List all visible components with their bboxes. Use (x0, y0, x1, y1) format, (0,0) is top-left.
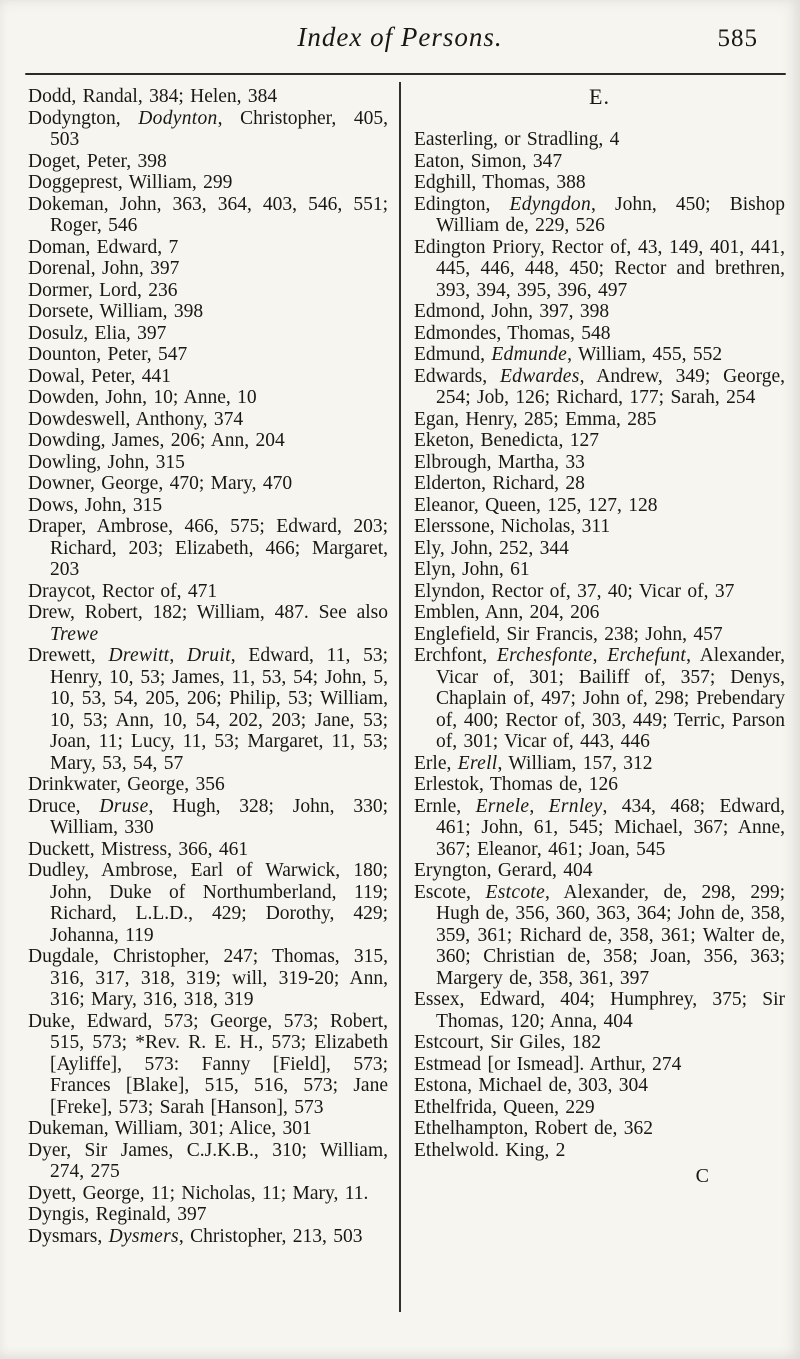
index-entry: Dowling, John, 315 (28, 451, 185, 473)
index-entry: Dugdale, Christopher, 247; Thomas, 315, 316, 317, 318, 319; will, 319-20; Ann, 316; Mary, 316, 318, 319 (28, 946, 388, 1010)
index-entry: Drewett, Drewitt, Druit, Edward, 11, 53; Henry, 10, 53; James, 11, 53, 54; John, 5, 10, 53, 54, 205, 206; Philip, 53; William, 10, 53; Ann, 10, 54, 202, 203; Jane, 53; Joan, 11; Lucy, 11, 53; Margaret, 11, 53; Mary, 53, 54, 57 (28, 645, 388, 774)
index-entry: Elyn, John, 61 (414, 559, 530, 580)
index-entry: Eketon, Benedicta, 127 (414, 430, 599, 451)
index-entry: Edwards, Edwardes, Andrew, 349; George, 254; Job, 126; Richard, 177; Sarah, 254 (414, 365, 785, 408)
index-entry: Eaton, Simon, 347 (414, 150, 563, 172)
index-entry: Dorsete, William, 398 (28, 301, 204, 322)
index-entry: Dowding, James, 206; Ann, 204 (28, 430, 285, 451)
index-entry: Dukeman, William, 301; Alice, 301 (28, 1118, 312, 1139)
index-entry: Estona, Michael de, 303, 304 (414, 1075, 648, 1096)
index-entry: Dyett, George, 11; Nicholas, 11; Mary, 11. (28, 1182, 369, 1204)
index-entry: Erchfont, Erchesfonte, Erchefunt, Alexander, Vicar of, 301; Bailiff of, 357; Denys, Chaplain of, 497; John of, 298; Prebendary of, 400; Rector of, 303, 449; Terric, Parson of, 301; Vicar of, 443, 446 (414, 645, 785, 752)
index-entry: Elderton, Richard, 28 (414, 473, 585, 494)
page-title: Index of Persons. (297, 22, 503, 52)
index-entry: Eryngton, Gerard, 404 (414, 860, 593, 881)
index-entry: Egan, Henry, 285; Emma, 285 (414, 408, 657, 430)
index-entry: Dodd, Randal, 384; Helen, 384 (28, 86, 278, 107)
index-entry: Doggeprest, William, 299 (28, 172, 233, 193)
index-entry: Edmond, John, 397, 398 (414, 301, 610, 322)
index-entry: Ely, John, 252, 344 (414, 537, 569, 559)
index-entry: Dodyngton, Dodynton, Christopher, 405, 503 (28, 107, 389, 150)
index-entry: Easterling, or Stradling, 4 (414, 129, 620, 150)
index-entry: Dysmars, Dysmers, Christopher, 213, 503 (28, 1225, 363, 1247)
index-entry: Ethelhampton, Robert de, 362 (414, 1118, 653, 1139)
index-column-right (414, 86, 785, 1187)
index-entry: Dosulz, Elia, 397 (28, 322, 167, 344)
index-entry: Druce, Druse, Hugh, 328; John, 330; William, 330 (28, 795, 389, 838)
section-heading: E. (589, 84, 610, 109)
index-entry: Duckett, Mistress, 366, 461 (28, 838, 249, 860)
index-entry: Edington, Edyngdon, John, 450; Bishop William de, 229, 526 (414, 193, 785, 236)
index-entry: Elyndon, Rector of, 37, 40; Vicar of, 37 (414, 580, 735, 602)
index-entry: Estmead [or Ismead]. Arthur, 274 (414, 1053, 682, 1075)
index-columns (28, 86, 785, 1312)
index-entry: Edmondes, Thomas, 548 (414, 322, 611, 344)
index-entry: Dowden, John, 10; Anne, 10 (28, 387, 257, 408)
page-number: 585 (717, 25, 758, 52)
index-entry: Edghill, Thomas, 388 (414, 172, 586, 193)
index-entry: Erlestok, Thomas de, 126 (414, 774, 618, 795)
index-entry: Dorenal, John, 397 (28, 258, 180, 279)
index-entry: Dyer, Sir James, C.J.K.B., 310; William, 274, 275 (28, 1139, 388, 1182)
index-entry: Ethelwold. King, 2 (414, 1139, 566, 1161)
index-entry: Edington Priory, Rector of, 43, 149, 401, 441, 445, 446, 448, 450; Rector and brethren, 393, 394, 395, 396, 497 (414, 236, 785, 301)
index-entry: Doman, Edward, 7 (28, 236, 179, 258)
index-entry: Ernle, Ernele, Ernley, 434, 468; Edward, 461; John, 61, 545; Michael, 367; Anne, 367; Eleanor, 461; Joan, 545 (414, 795, 785, 860)
index-entry: Dokeman, John, 363, 364, 403, 546, 551; Roger, 546 (28, 193, 388, 236)
index-entry: Englefield, Sir Francis, 238; John, 457 (414, 623, 723, 645)
index-entry: Dormer, Lord, 236 (28, 279, 178, 301)
index-entry: Dowal, Peter, 441 (28, 365, 172, 387)
index-entry: Dudley, Ambrose, Earl of Warwick, 180; John, Duke of Northumberland, 119; Richard, L.L.D., 429; Dorothy, 429; Johanna, 119 (28, 860, 388, 946)
index-column-left (28, 86, 388, 1247)
header-rule (25, 73, 786, 75)
index-entry: Drinkwater, George, 356 (28, 774, 225, 795)
index-entry: Eleanor, Queen, 125, 127, 128 (414, 494, 658, 516)
index-entry: Dowdeswell, Anthony, 374 (28, 408, 244, 430)
index-entry: Emblen, Ann, 204, 206 (414, 602, 600, 623)
index-entry: Edmund, Edmunde, William, 455, 552 (414, 344, 723, 365)
index-entry: Essex, Edward, 404; Humphrey, 375; Sir Thomas, 120; Anna, 404 (414, 989, 785, 1032)
index-entry: Erle, Erell, William, 157, 312 (414, 752, 653, 774)
index-entry: Ethelfrida, Queen, 229 (414, 1096, 595, 1118)
index-entry: Duke, Edward, 573; George, 573; Robert, 515, 573; *Rev. R. E. H., 573; Elizabeth [Ayliffe], 573: Fanny [Field], 573; Frances [Blake], 515, 516, 573; Jane [Freke], 573; Sarah [Hanson], 573 (28, 1010, 388, 1118)
index-entry: Dyngis, Reginald, 397 (28, 1204, 207, 1225)
index-entry: Drew, Robert, 182; William, 487. See also Trewe (28, 602, 388, 645)
index-entry: Elerssone, Nicholas, 311 (414, 516, 611, 537)
index-entry: Dows, John, 315 (28, 494, 163, 516)
index-entry: Draper, Ambrose, 466, 575; Edward, 203; Richard, 203; Elizabeth, 466; Margaret, 203 (28, 516, 388, 580)
running-head (0, 22, 800, 64)
index-entry: Draycot, Rector of, 471 (28, 580, 218, 602)
index-entry: Escote, Estcote, Alexander, de, 298, 299; Hugh de, 356, 360, 363, 364; John de, 358, 359, 361; Richard de, 358, 361; Walter de, 360; Christian de, 358; Joan, 356, 363; Margery de, 358, 361, 397 (414, 881, 785, 989)
column-divider (399, 82, 401, 1312)
signature-mark: C (695, 1165, 709, 1187)
index-entry: Doget, Peter, 398 (28, 150, 167, 172)
index-entry: Dounton, Peter, 547 (28, 344, 188, 365)
index-entry: Elbrough, Martha, 33 (414, 451, 585, 473)
index-entry: Downer, George, 470; Mary, 470 (28, 473, 293, 494)
index-entry: Estcourt, Sir Giles, 182 (414, 1032, 602, 1053)
